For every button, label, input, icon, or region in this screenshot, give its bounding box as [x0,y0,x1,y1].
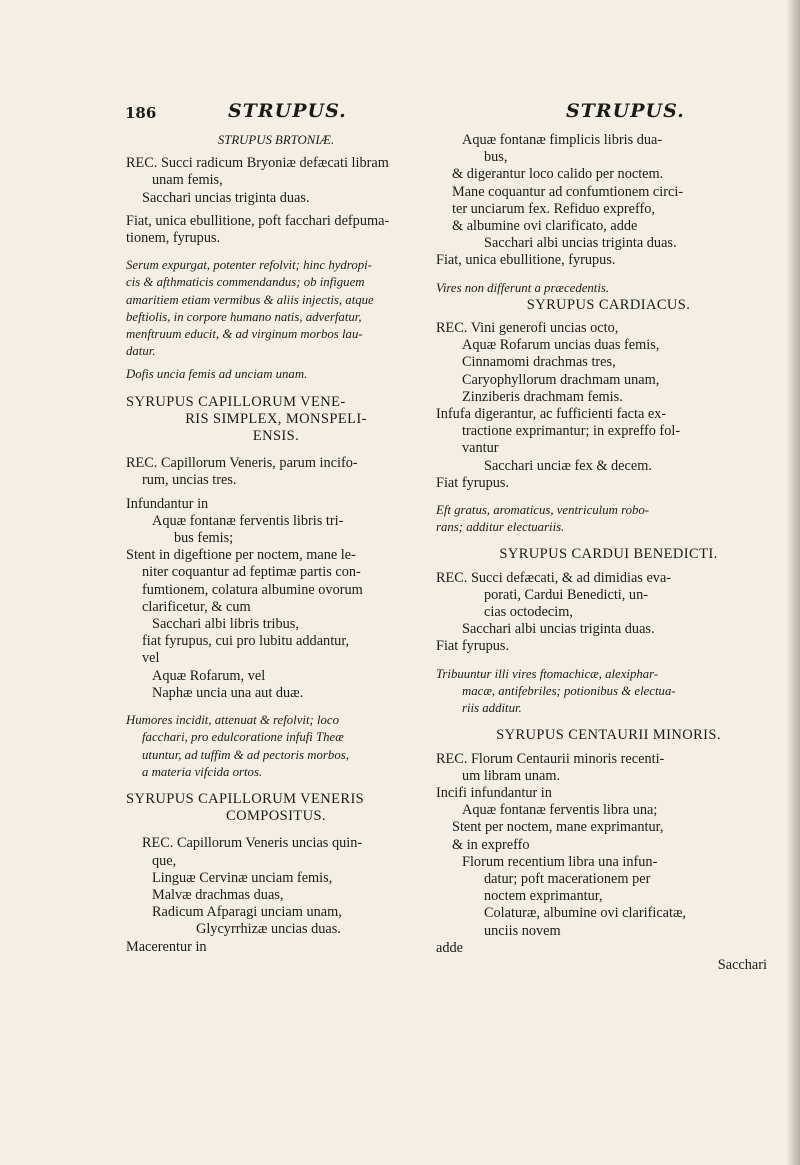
text-line: a materia vifcida ortos. [142,764,263,779]
text-line: Sacchari albi uncias triginta duas. [462,621,655,638]
text-line: datur; poft macerationem per [484,870,651,887]
text-line: um libram unam. [462,767,561,784]
text-line: rum, uncias tres. [142,472,237,489]
right-column [436,132,781,974]
text-line: Aquæ Rofarum uncias duas femis, [462,337,660,354]
text-line: STRUPUS BRTONIÆ. [217,133,335,147]
text-line: cias octodecim, [484,604,573,621]
text-line: SYRUPUS CARDUI BENEDICTI. [499,546,718,563]
text-line: Mane coquantur ad confumtionem circi- [452,183,684,200]
text-line: REC. Florum Centaurii minoris recenti- [436,750,665,767]
text-line: Glycyrrhizæ uncias duas. [196,921,341,938]
text-line: Sacchari albi libris tribus, [152,616,299,633]
text-line: que, [152,852,177,869]
text-line: clarificetur, & cum [142,598,251,615]
text-line: datur. [126,344,156,359]
text-line: facchari, pro edulcoratione infufi Theæ [142,730,344,745]
text-line: & albumine ovi clarificato, adde [452,218,638,235]
text-line: Incifi infundantur in [436,784,552,801]
text-line: & digerantur loco calido per noctem. [452,166,664,183]
page-number: 186 [125,104,157,122]
text-line: & in expreffo [452,836,530,853]
text-line: fumtionem, colatura albumine ovorum [142,581,363,598]
text-line: SYRUPUS CARDIACUS. [526,296,691,313]
text-line: Stent per noctem, mane exprimantur, [452,819,664,836]
text-line: Sacchari uncias triginta duas. [142,189,310,206]
text-line: Fiat, unica ebullitione, poft facchari defpuma- [126,212,390,229]
text-line: Tribuuntur illi vires ftomachicæ, alexiphar- [436,666,659,681]
text-line: Aquæ fontanæ ferventis libris tri- [152,512,344,529]
text-line: Naphæ uncia una aut duæ. [152,684,304,701]
text-line: Sacchari albi uncias triginta duas. [484,235,677,252]
running-head-left: STRUPUS. [228,100,347,122]
text-line: ter unciarum fex. Refiduo expreffo, [452,200,655,217]
text-line: tractione exprimantur; in expreffo fol- [462,423,681,440]
text-line: adde [436,939,463,956]
text-line: Malvæ drachmas duas, [152,886,284,903]
text-line: Humores incidit, attenuat & refolvit; loco [126,713,340,728]
running-head-right: STRUPUS. [566,100,685,122]
text-line: SYRUPUS CAPILLORUM VENERIS [126,790,365,807]
text-line: SYRUPUS CENTAURII MINORIS. [496,727,721,744]
text-line: vel [142,650,160,667]
text-line: bus, [484,149,508,166]
text-line: menftruum educit, & ad virginum morbos lau- [126,327,363,342]
text-line: REC. Succi radicum Bryoniæ defæcati libram [126,155,389,172]
text-line: Serum expurgat, potenter refolvit; hinc hydropi- [126,258,372,273]
text-line: RIS SIMPLEX, MONSPELI- [185,410,367,427]
text-line: SYRUPUS CAPILLORUM VENE- [126,393,346,410]
text-line: Macerentur in [126,938,207,955]
text-line: Colaturæ, albumine ovi clarificatæ, [484,905,687,922]
text-line: porati, Cardui Benedicti, un- [484,586,648,603]
left-column [126,132,426,956]
text-line: Fiat fyrupus. [436,638,510,655]
text-line: REC. Capillorum Veneris uncias quin- [142,835,363,852]
text-line: bus femis; [174,530,234,547]
text-line: Radicum Afparagi unciam unam, [152,904,342,921]
text-line: utuntur, ad tuffim & ad pectoris morbos, [142,747,349,762]
text-line: Aquæ fontanæ fimplicis libris dua- [462,132,663,148]
text-line: rans; additur electuariis. [436,520,565,535]
text-line: niter coquantur ad feptimæ partis con- [142,564,361,581]
text-line: Zinziberis drachmam femis. [462,388,623,405]
text-line: Infundantur in [126,495,209,512]
text-line: Fiat fyrupus. [436,474,510,491]
text-line: Fiat, unica ebullitione, fyrupus. [436,252,616,269]
text-line: unciis novem [484,922,561,939]
text-line: COMPOSITUS. [226,808,326,825]
text-line: Linguæ Cervinæ unciam femis, [152,869,333,886]
text-line: REC. Capillorum Veneris, parum incifo- [126,455,358,472]
text-line: Stent in digeftione per noctem, mane le- [126,547,356,564]
text-line: REC. Vini generofi uncias octo, [436,320,619,337]
text-line: unam femis, [152,172,223,189]
text-line: tionem, fyrupus. [126,230,221,247]
text-line: riis additur. [462,701,522,716]
text-line: Florum recentium libra una infun- [462,853,658,870]
text-line: Vires non differunt a præcedentis. [436,280,610,295]
page-edge-shadow [786,0,800,1165]
text-line: vantur [462,440,499,457]
text-line: REC. Succi defæcati, & ad dimidias eva- [436,569,672,586]
text-line: beftiolis, in corpore humano natis, adverfatur, [126,309,362,324]
text-line: Sacchari unciæ fex & decem. [484,457,652,474]
text-line: Infufa digerantur, ac fufficienti facta ex- [436,406,667,423]
text-line: fiat fyrupus, cui pro lubitu addantur, [142,633,350,650]
text-line: ENSIS. [252,428,300,445]
text-line: amaritiem etiam vermibus & aliis injectis, atque [126,292,374,307]
text-line: Dofis uncia femis ad unciam unam. [126,367,308,382]
text-line: noctem exprimantur, [484,888,603,905]
text-line: Sacchari [717,956,767,973]
text-line: macæ, antifebriles; potionibus & electua- [462,683,676,698]
text-line: Eft gratus, aromaticus, ventriculum robo- [436,503,650,518]
text-line: Aquæ fontanæ ferventis libra una; [462,802,658,819]
text-line: cis & afthmaticis commendandus; ob infiguem [126,275,365,290]
text-line: Aquæ Rofarum, vel [152,667,266,684]
text-line: Caryophyllorum drachmam unam, [462,371,660,388]
text-line: Cinnamomi drachmas tres, [462,354,616,371]
page-header [0,100,800,130]
